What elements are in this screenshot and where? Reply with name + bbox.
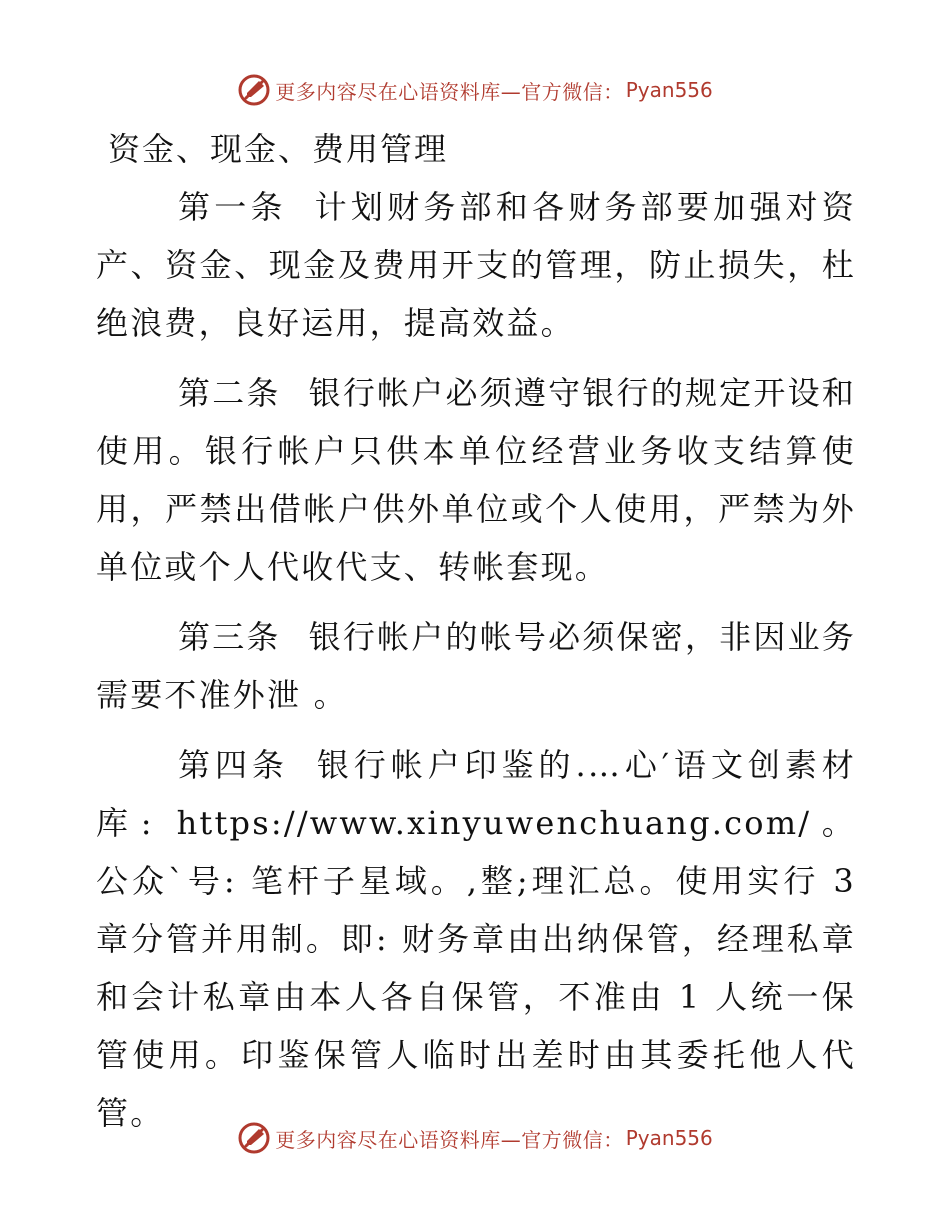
article-label: 第二条 bbox=[178, 374, 281, 412]
article-text: 计划财务部和各财务部要加强对资产、资金、现金及费用开支的管理，防止损失，杜绝浪费，良好运用，提高效益。 bbox=[96, 188, 856, 342]
article-label: 第四条 bbox=[178, 746, 289, 784]
document-body bbox=[96, 120, 856, 1142]
brand-logo-icon bbox=[237, 73, 271, 107]
article-4 bbox=[96, 736, 856, 1142]
article-text: 银行帐户必须遵守银行的规定开设和使用。银行帐户只供本单位经营业务收支结算使用，严禁出借帐户供外单位或个人使用，严禁为外单位或个人代收代支、转帐套现。 bbox=[96, 374, 856, 586]
article-2 bbox=[96, 364, 856, 596]
article-text: 银行帐户印鉴的.…心′语文创素材库: https://www.xinyuwenchuang.com/。公众`号: 笔杆子星域。,整;理汇总。使用实行 3 章分管并用制。即: 财务章由出纳保管，经理私章和会计私章由本人各自保管，不准由 1 人统一保管使用。印鉴保管人临时出差时由其委托他人代管。 bbox=[96, 746, 856, 1132]
article-1 bbox=[96, 178, 856, 352]
article-label: 第一条 bbox=[178, 188, 287, 226]
page-title: 资金、现金、费用管理 bbox=[108, 130, 449, 168]
article-3 bbox=[96, 608, 856, 724]
header-account: Pyan556 bbox=[625, 78, 713, 102]
footer-banner-text: 更多内容尽在心语资料库—官方微信： bbox=[275, 1127, 624, 1152]
footer-banner bbox=[0, 1118, 950, 1158]
article-label: 第三条 bbox=[178, 618, 281, 656]
footer-account: Pyan556 bbox=[625, 1126, 713, 1150]
brand-logo-icon bbox=[237, 1121, 271, 1155]
header-banner bbox=[0, 70, 950, 110]
article-text: 银行帐户的帐号必须保密，非因业务需要不准外泄 。 bbox=[96, 618, 856, 714]
header-banner-text: 更多内容尽在心语资料库—官方微信： bbox=[275, 79, 624, 104]
